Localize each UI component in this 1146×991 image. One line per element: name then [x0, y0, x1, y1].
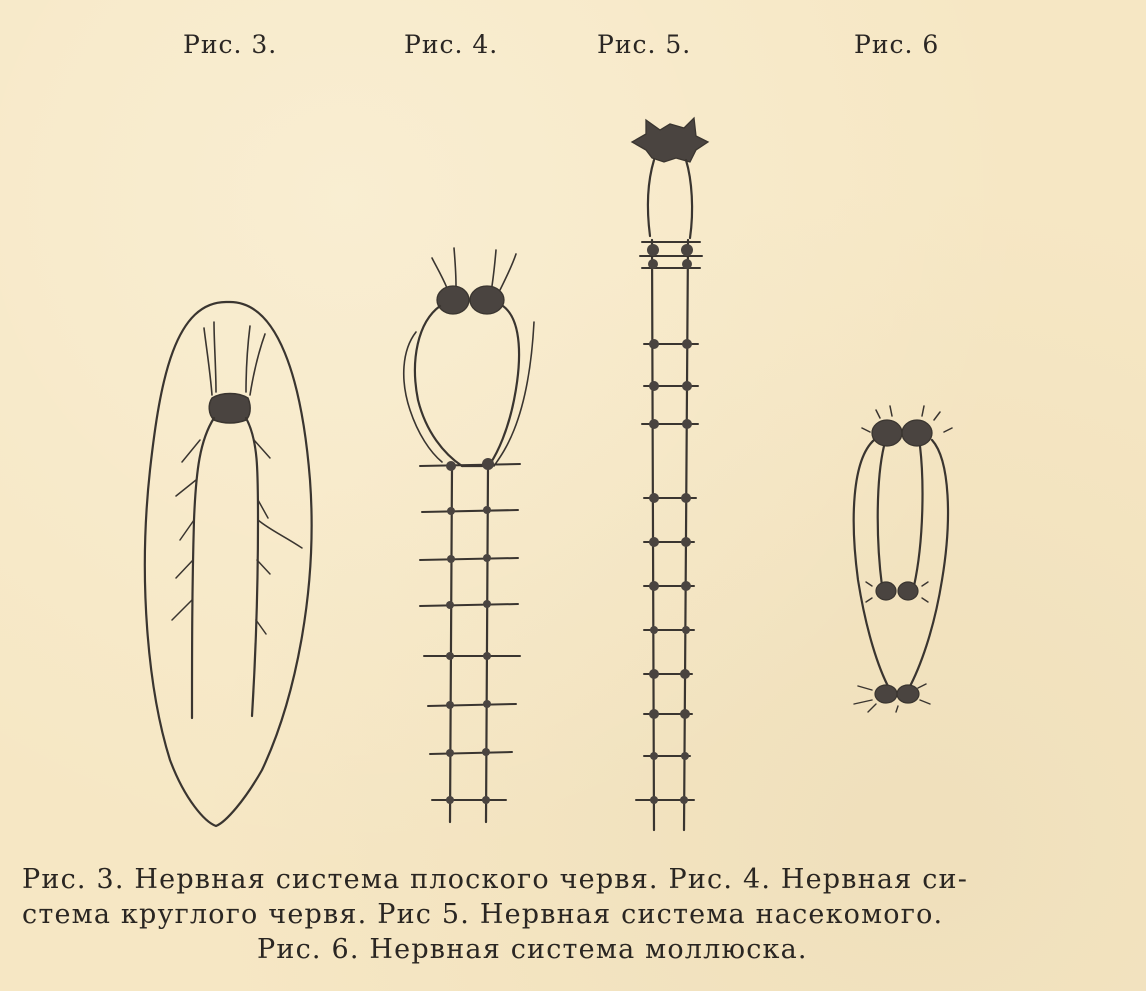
caption-line-3: Рис. 6. Нервная система моллюска. [257, 934, 808, 965]
roundworm-right-ladder-cord [486, 466, 488, 822]
roundworm-left-ganglion [437, 286, 469, 314]
caption-line-1: Рис. 3. Нервная система плоского червя. Рис. 4. Нервная си- [22, 864, 969, 895]
figure-3-label: Рис. 3. [183, 30, 278, 59]
insect-nervous-system [632, 118, 708, 830]
flatworm-brain-ganglion [209, 394, 250, 424]
mollusk-cerebral-ganglion-left [872, 420, 902, 446]
insect-brain [632, 118, 708, 162]
flatworm-left-nerve-cord [192, 418, 214, 718]
mollusk-visceral-ganglion-right [897, 685, 919, 703]
caption-line-2: стема круглого червя. Рис 5. Нервная система насекомого. [22, 899, 944, 930]
mollusk-cerebral-ganglion-right [902, 420, 932, 446]
mollusk-pedal-ganglion-right [898, 582, 918, 600]
roundworm-left-ladder-cord [450, 466, 452, 822]
roundworm-right-ganglion [470, 286, 504, 314]
mollusk-visceral-ganglion-left [875, 685, 897, 703]
figure-caption [22, 862, 1122, 967]
figure-6-label: Рис. 6 [854, 30, 940, 59]
roundworm-ladder-rungs [420, 464, 520, 800]
mollusk-nervous-system [854, 406, 952, 712]
insect-left-nerve-cord [652, 240, 654, 830]
roundworm-nervous-system [404, 248, 534, 822]
flatworm-right-nerve-cord [246, 418, 258, 716]
insect-right-nerve-cord [684, 240, 688, 830]
flatworm-body-outline [145, 302, 312, 826]
figure-4-label: Рис. 4. [404, 30, 499, 59]
mollusk-pedal-ganglion-left [876, 582, 896, 600]
insect-ganglion-rungs [636, 242, 702, 800]
flatworm-nervous-system [145, 302, 312, 826]
figure-5-label: Рис. 5. [597, 30, 692, 59]
